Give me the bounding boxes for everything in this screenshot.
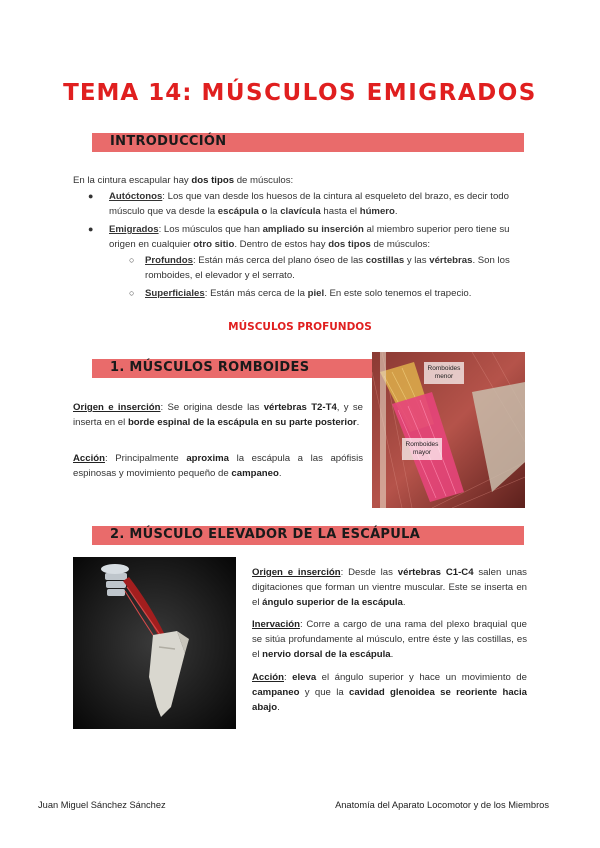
elevador-heading: 2. MÚSCULO ELEVADOR DE LA ESCÁPULA xyxy=(110,527,421,542)
romboides-origen: Origen e inserción: Se origina desde las vértebras T2-T4, y se inserta en el borde espinal de la escápula en su parte posterior. xyxy=(73,402,364,428)
elevador-heading-bar xyxy=(92,526,524,545)
intro-heading: INTRODUCCIÓN xyxy=(110,134,227,149)
section-subheading: MÚSCULOS PROFUNDOS xyxy=(228,321,372,333)
title-prefix: TEMA 14: xyxy=(63,80,193,106)
bullet-dot-icon: ● xyxy=(88,191,94,201)
list-item-emigrados: Emigrados: Los músculos que han ampliado su inserción al miembro superior pero tiene su origen en cualquier otro sitio. Dentro de estos hay dos tipos de músculos: xyxy=(109,224,510,250)
elevador-accion: Acción: eleva el ángulo superior y hace un movimiento de campaneo y que la cavidad glenoidea se reoriente hacia abajo. xyxy=(252,672,527,713)
bullet-dot-icon: ● xyxy=(88,224,94,234)
svg-text:mayor: mayor xyxy=(412,449,432,456)
romboides-heading-bar xyxy=(92,359,380,378)
footer-subject: Anatomía del Aparato Locomotor y de los Miembros xyxy=(335,800,549,810)
list-item-superficiales: Superficiales: Están más cerca de la piel. En este solo tenemos el trapecio. xyxy=(145,288,472,299)
elevador-inervacion: Inervación: Corre a cargo de una rama del plexo braquial que se sitúa profundamente al músculo, entre éste y las costillas, es el nervio dorsal de la escápula. xyxy=(252,619,527,660)
bullet-circle-icon: ○ xyxy=(129,288,135,298)
intro-lead: En la cintura escapular hay dos tipos de músculos: xyxy=(73,175,294,186)
page-title xyxy=(0,80,600,106)
list-item-profundos: Profundos: Están más cerca del plano óseo de las costillas y las vértebras. Son los romboides, el elevador y el serrato. xyxy=(145,255,510,281)
romboides-heading: 1. MÚSCULOS ROMBOIDES xyxy=(110,360,310,375)
elevador-anatomy-image xyxy=(73,557,236,729)
romboides-anatomy-image xyxy=(372,352,525,508)
title-main: MÚSCULOS EMIGRADOS xyxy=(201,80,537,106)
footer-author: Juan Miguel Sánchez Sánchez xyxy=(38,800,166,810)
intro-heading-bar xyxy=(92,133,524,152)
romboides-mayor-label: Romboides xyxy=(405,441,439,448)
svg-text:menor: menor xyxy=(434,373,454,380)
list-item-autoctonos: Autóctonos: Los que van desde los huesos de la cintura al esqueleto del brazo, es decir todo músculo que va desde la escápula o la clavícula hasta el húmero. xyxy=(109,191,509,217)
romboides-menor-label: Romboides xyxy=(427,365,461,372)
romboides-accion: Acción: Principalmente aproxima la escápula a las apófisis espinosas y movimiento pequeño de campaneo. xyxy=(73,453,364,479)
bullet-circle-icon: ○ xyxy=(129,255,135,265)
elevador-origen: Origen e inserción: Desde las vértebras C1-C4 salen unas digitaciones que forman un vientre muscular. Este se inserta en el ángulo superior de la escápula. xyxy=(252,567,527,608)
